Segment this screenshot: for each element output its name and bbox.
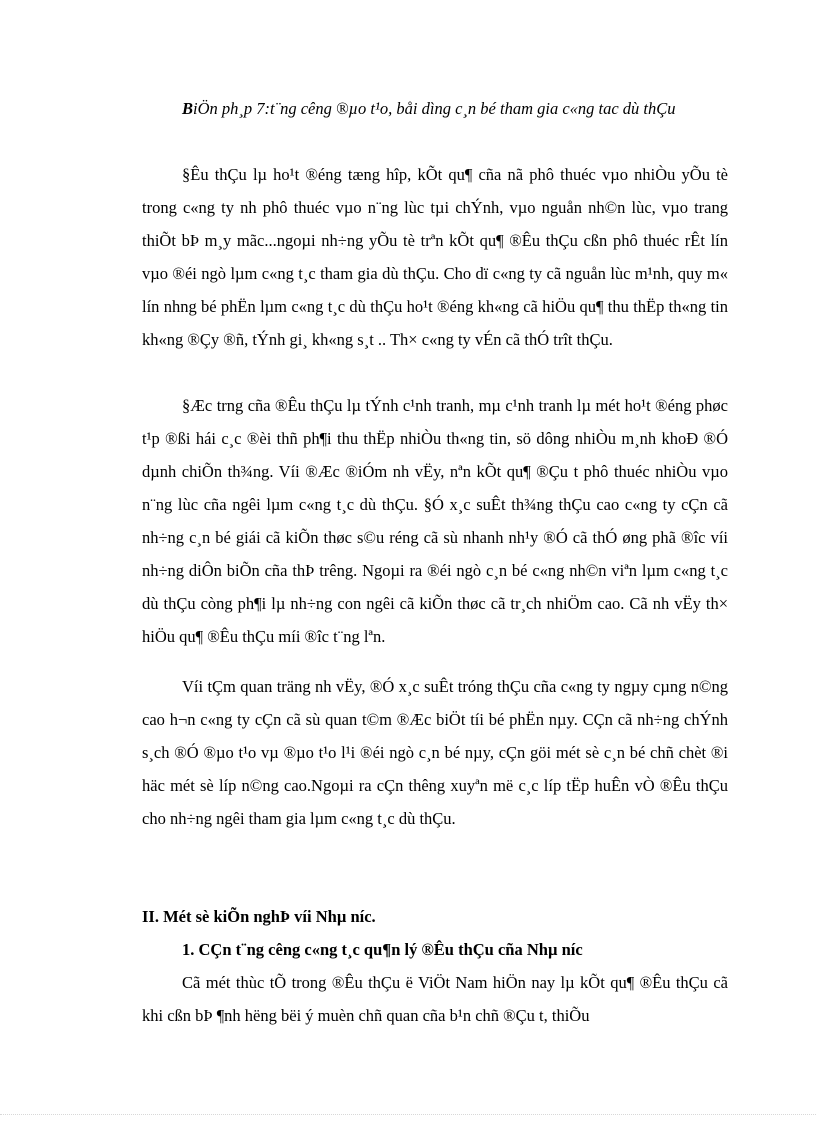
page-bottom-divider — [0, 1114, 816, 1115]
paragraph-lead-letter: B — [182, 99, 194, 118]
subsection-heading-management: 1. CÇn t¨ng cêng c«ng t¸c qu¶n lý ®Êu thÇu cña Nhµ níc — [182, 940, 583, 959]
paragraph-bidding-overview: §Êu thÇu lµ ho¹t ®éng tæng hîp, kÕt qu¶ cña nã phô thuéc vµo nhiÒu yÕu tè trong c«ng ty nh phô thuéc vµo n¨ng lùc tµi chÝnh, vµo nguån nh©n lùc, vµo trang thiÕt bÞ m¸y mãc...ngoµi nh÷ng yÕu tè trªn kÕt qu¶ ®Êu thÇu cßn phô thuéc rÊt lín vµo ®éi ngò lµm c«ng t¸c tham gia dù thÇu. Cho dï c«ng ty cã nguån lùc m¹nh, quy m« lín nhng bé phËn lµm c«ng t¸c dù thÇu ho¹t ®éng kh«ng cã hiÖu qu¶ thu thËp th«ng tin kh«ng ®Çy ®ñ, tÝnh gi¸ kh«ng s¸t .. Th× c«ng ty vÉn cã thÓ trît thÇu. — [142, 165, 728, 349]
paragraph-measure-7 — [142, 92, 728, 125]
paragraph-bidding-reality: Cã mét thùc tÕ trong ®Êu thÇu ë ViÖt Nam hiÖn nay lµ kÕt qu¶ ®Êu thÇu cã khi cßn bÞ ¶nh hëng bëi ý muèn chñ quan cña b¹n chñ ®Çu t, thiÕu — [142, 973, 728, 1025]
paragraph-measure-7-text: iÖn ph¸p 7:t¨ng cêng ®µo t¹o, båi dìng c¸n bé tham gia c«ng tac dù thÇu — [193, 99, 676, 118]
paragraph-training-importance: Víi tÇm quan träng nh vËy, ®Ó x¸c suÊt tróng thÇu cña c«ng ty ngµy cµng n©ng cao h¬n c«ng ty cÇn cã sù quan t©m ®Æc biÖt tíi bé phËn nµy. CÇn cã nh÷ng chÝnh s¸ch ®Ó ®µo t¹o vµ ®µo t¹o l¹i ®éi ngò c¸n bé nµy, cÇn göi mét sè c¸n bé chñ chèt ®i häc mét sè líp n©ng cao.Ngoµi ra cÇn thêng xuyªn më c¸c líp tËp huÊn vÒ ®Êu thÇu cho nh÷ng ngêi tham gia lµm c«ng t¸c dù thÇu. — [142, 677, 728, 828]
paragraph-bidding-competition: §Æc trng cña ®Êu thÇu lµ tÝnh c¹nh tranh, mµ c¹nh tranh lµ mét ho¹t ®éng phøc t¹p ®ßi hái c¸c ®èi thñ ph¶i thu thËp nhiÒu th«ng tin, sö dông nhiÒu m¸nh khoÐ ®Ó dµnh chiÕn th¾ng. Víi ®Æc ®iÓm nh vËy, nªn kÕt qu¶ ®Çu t phô thuéc nhiÒu vµo n¨ng lùc cña ngêi lµm c«ng t¸c dù thÇu. §Ó x¸c suÊt th¾ng thÇu cao c«ng ty cÇn cã nh÷ng c¸n bé giái cã kiÕn thøc s©u réng cã sù nhanh nh¹y ®Ó cã thÓ øng phã ®îc víi nh÷ng diÔn biÕn cña thÞ trêng. Ngoµi ra ®éi ngò c¸n bé c«ng nh©n viªn lµm c«ng t¸c dù thÇu còng ph¶i lµ nh÷ng con ngêi cã kiÕn thøc cã tr¸ch nhiÖm cao. Cã nh vËy th× hiÖu qu¶ ®Êu thÇu míi ®îc t¨ng lªn. — [142, 396, 728, 646]
section-heading-recommendations: II. Mét sè kiÕn nghÞ víi Nhµ níc. — [142, 907, 376, 926]
